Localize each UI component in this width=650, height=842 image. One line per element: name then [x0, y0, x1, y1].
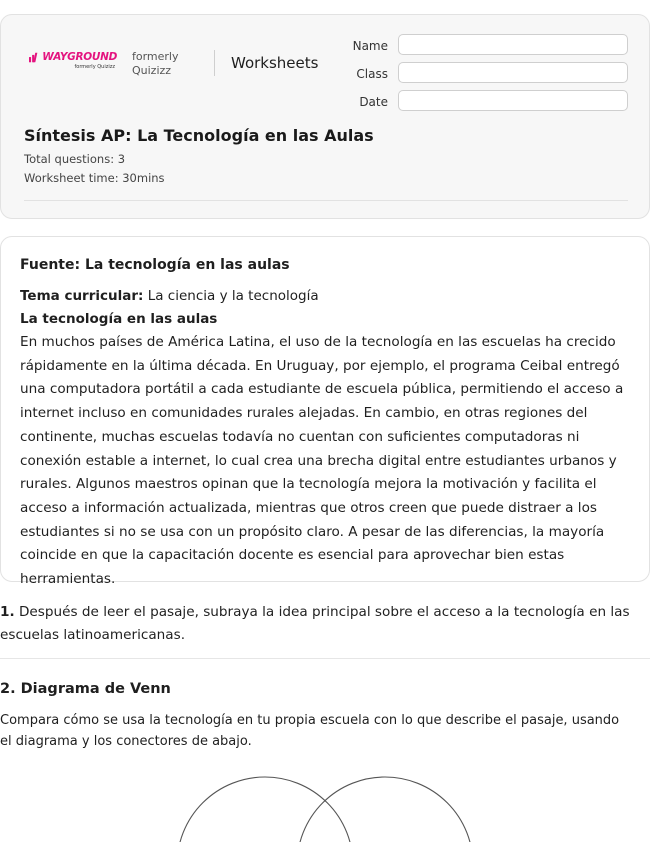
- total-questions: Total questions: 3: [24, 152, 126, 166]
- name-field[interactable]: [398, 34, 628, 55]
- source-card: [0, 236, 650, 588]
- class-label: Class: [356, 67, 388, 81]
- question-1-number: 1.: [0, 604, 15, 620]
- formerly-line-2: Quizizz: [132, 64, 172, 77]
- question-1: [0, 601, 630, 647]
- worksheet-time: Worksheet time: 30mins: [24, 171, 165, 185]
- question-divider: [0, 658, 650, 659]
- venn-circle-left: [177, 777, 353, 842]
- question-1-text: Después de leer el pasaje, subraya la idea principal sobre el acceso a la tecnología en las escuelas latinoamericanas.: [0, 604, 630, 643]
- passage-title: La tecnología en las aulas: [20, 311, 218, 327]
- class-field[interactable]: [398, 62, 628, 83]
- worksheet-header: [0, 14, 650, 219]
- date-field[interactable]: [398, 90, 628, 111]
- passage-text: En muchos países de América Latina, el uso de la tecnología en las escuelas ha crecido rápidamente en la última década. En Uruguay, por ejemplo, el programa Ceibal entregó una computadora portátil a cada estudiante de escuela pública, permitiendo el acceso a internet incluso en comunidades rurales alejadas. En cambio, en otras regiones del continente, muchas escuelas todavía no cuentan con suficientes computadoras ni conexión estable a internet, lo cual crea una brecha digital entre estudiantes urbanos y rurales. Algunos maestros opinan que la tecnología mejora la motivación y facilita el acceso a información actualizada, mientras que otros creen que puede distraer a los estudiantes si no se usa con un propósito claro. A pesar de las diferencias, la mayoría coincide en que la capacitación docente es esencial para aprovechar bien estas herramientas.: [20, 334, 624, 588]
- date-label: Date: [359, 95, 388, 109]
- header-rule: [24, 200, 628, 201]
- formerly-line-1: formerly: [132, 50, 179, 63]
- formerly-note: [132, 50, 179, 78]
- logo-bars-icon: [29, 52, 40, 63]
- section-title: Worksheets: [231, 54, 319, 72]
- topic-label: Tema curricular:: [20, 288, 144, 304]
- source-heading: Fuente: La tecnología en las aulas: [20, 257, 290, 273]
- logo-subtext: formerly Quizizz: [74, 64, 115, 70]
- logo-wordmark: WAYGROUND: [42, 51, 117, 63]
- question-2-title: 2. Diagrama de Venn: [0, 681, 171, 697]
- topic-line: [20, 288, 319, 304]
- name-label: Name: [352, 39, 388, 53]
- header-divider: [214, 50, 215, 76]
- venn-circle-right: [297, 777, 473, 842]
- venn-diagram: [0, 760, 650, 842]
- worksheet-title: Síntesis AP: La Tecnología en las Aulas: [24, 126, 374, 145]
- topic-value: La ciencia y la tecnología: [147, 288, 319, 304]
- wayground-logo: [29, 51, 117, 70]
- question-2-text: Compara cómo se usa la tecnología en tu propia escuela con lo que describe el pasaje, usando el diagrama y los conectores de abajo.: [0, 713, 620, 749]
